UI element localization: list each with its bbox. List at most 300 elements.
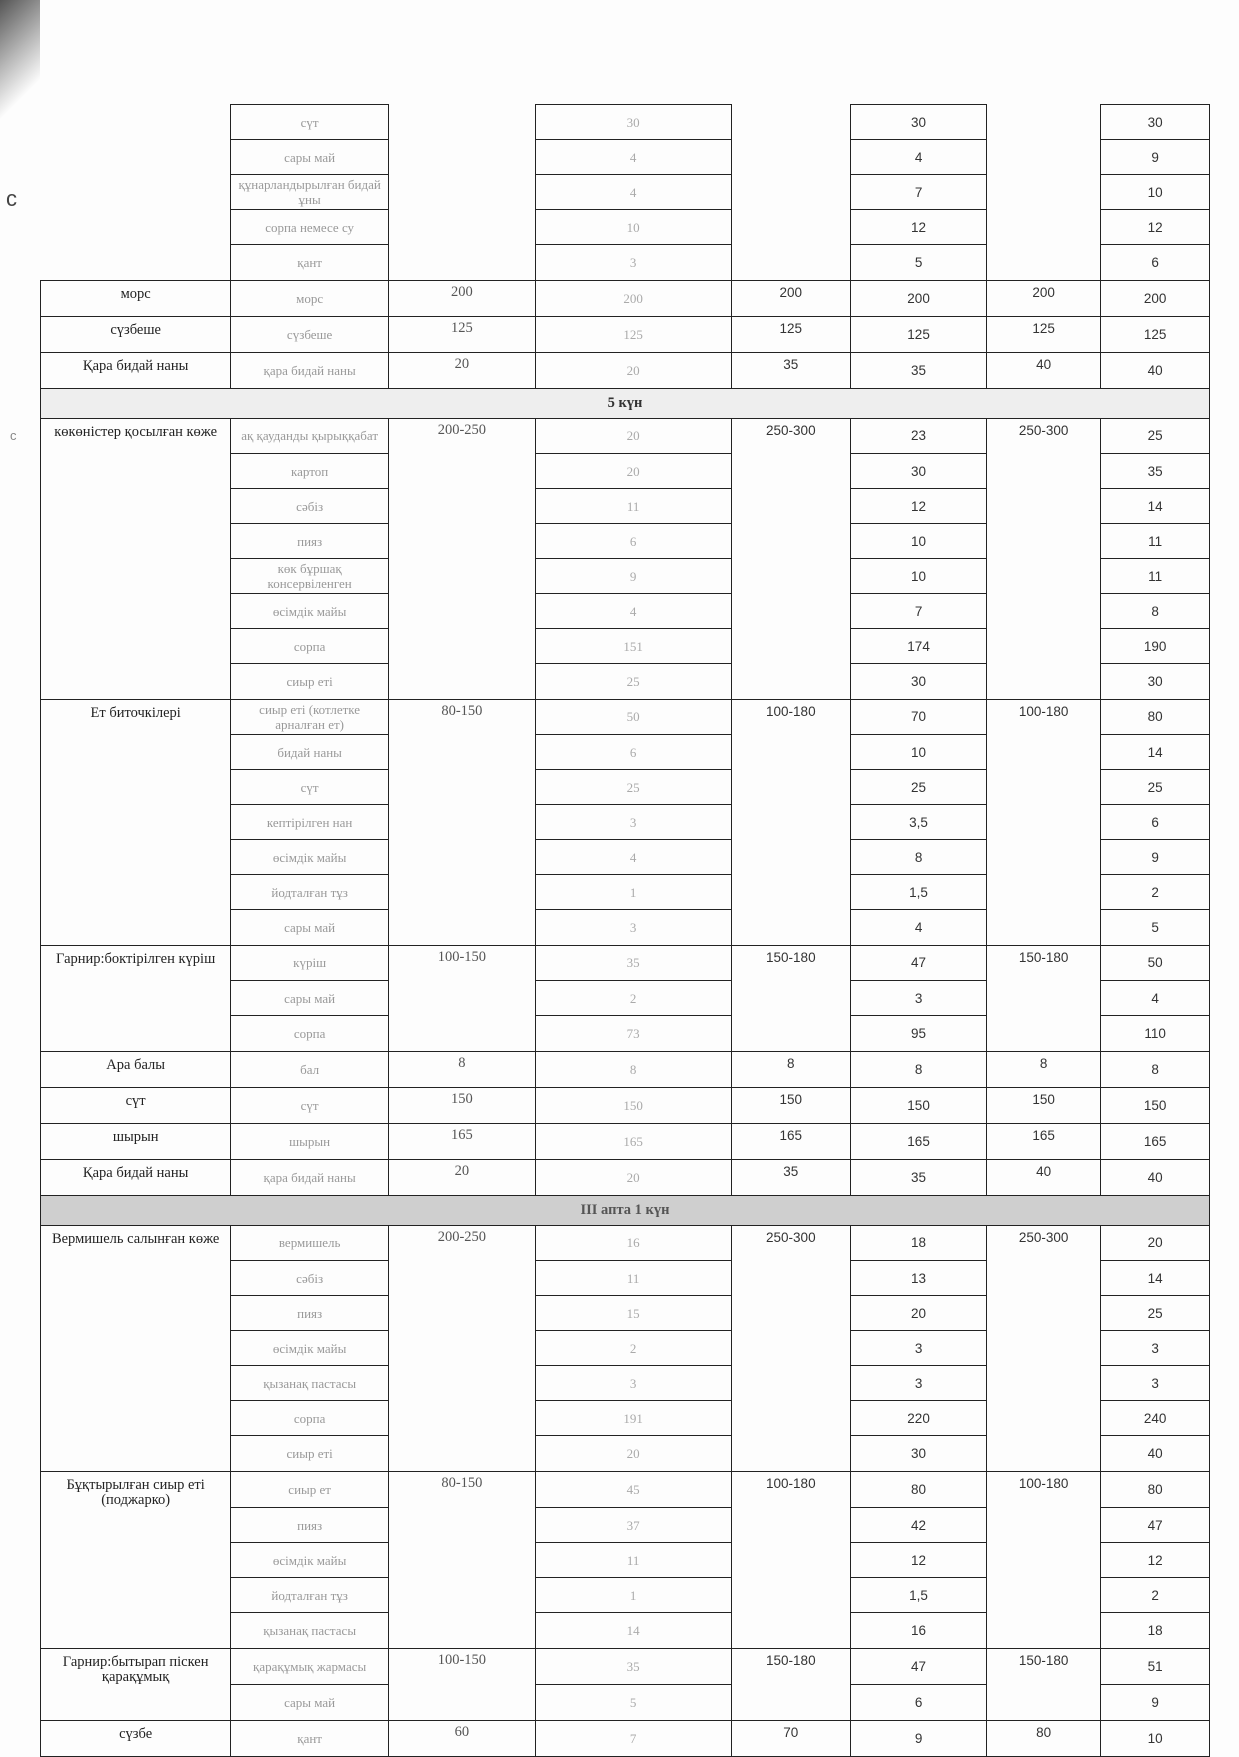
ingredient-row <box>41 981 1210 1016</box>
portion-3 <box>987 1366 1101 1401</box>
ingredient: құнарландырылған бидай ұны <box>231 175 389 210</box>
net-3: 240 <box>1101 1401 1210 1436</box>
dish-name <box>41 1296 231 1331</box>
net-3: 40 <box>1101 1159 1210 1195</box>
portion-2: 35 <box>731 1159 851 1195</box>
dish-name <box>41 489 231 524</box>
portion-1 <box>388 1508 535 1543</box>
portion-2 <box>731 910 851 946</box>
dish-name <box>41 1613 231 1649</box>
net-3: 40 <box>1101 352 1210 388</box>
dish-name: Қара бидай наны <box>41 352 231 388</box>
ingredient-row <box>41 1720 1210 1756</box>
net-3: 30 <box>1101 105 1210 140</box>
net-2: 13 <box>851 1261 987 1296</box>
dish-name <box>41 875 231 910</box>
portion-1 <box>388 489 535 524</box>
portion-1: 20 <box>388 1159 535 1195</box>
portion-2 <box>731 1685 851 1721</box>
ingredient-row <box>41 352 1210 388</box>
portion-2 <box>731 840 851 875</box>
net-1: 1 <box>535 1578 731 1613</box>
net-2: 200 <box>851 280 987 316</box>
net-3: 4 <box>1101 981 1210 1016</box>
portion-2 <box>731 1508 851 1543</box>
dish-name <box>41 735 231 770</box>
ingredient: сары май <box>231 1685 389 1721</box>
portion-1 <box>388 245 535 281</box>
net-1: 8 <box>535 1051 731 1087</box>
net-1: 16 <box>535 1225 731 1261</box>
dish-name: Гарнир:боктірілген күріш <box>41 945 231 981</box>
net-1: 37 <box>535 1508 731 1543</box>
portion-1 <box>388 454 535 489</box>
net-2: 6 <box>851 1685 987 1721</box>
net-3: 25 <box>1101 418 1210 454</box>
ingredient: сорпа <box>231 629 389 664</box>
menu-table <box>40 104 1210 1757</box>
net-2: 18 <box>851 1225 987 1261</box>
dish-name <box>41 140 231 175</box>
portion-2 <box>731 1331 851 1366</box>
portion-3: 8 <box>987 1051 1101 1087</box>
portion-2 <box>731 875 851 910</box>
net-3: 110 <box>1101 1016 1210 1052</box>
ingredient: қант <box>231 1720 389 1756</box>
net-3: 25 <box>1101 770 1210 805</box>
ingredient: ақ қауданды қырыққабат <box>231 418 389 454</box>
dish-name <box>41 840 231 875</box>
net-2: 47 <box>851 945 987 981</box>
portion-2 <box>731 210 851 245</box>
net-3: 3 <box>1101 1366 1210 1401</box>
portion-1: 80-150 <box>388 699 535 735</box>
portion-3: 100-180 <box>987 699 1101 735</box>
net-1: 35 <box>535 945 731 981</box>
net-1: 6 <box>535 524 731 559</box>
ingredient: пияз <box>231 1508 389 1543</box>
ingredient-row <box>41 280 1210 316</box>
dish-name <box>41 629 231 664</box>
portion-1 <box>388 1543 535 1578</box>
ingredient-row <box>41 524 1210 559</box>
net-3: 2 <box>1101 875 1210 910</box>
day-section-title: III апта 1 күн <box>41 1195 1210 1225</box>
portion-1 <box>388 1613 535 1649</box>
net-1: 15 <box>535 1296 731 1331</box>
net-2: 12 <box>851 489 987 524</box>
dish-name <box>41 1436 231 1472</box>
portion-2: 35 <box>731 352 851 388</box>
portion-1: 200-250 <box>388 418 535 454</box>
ingredient: сиыр ет <box>231 1471 389 1508</box>
net-1: 2 <box>535 1331 731 1366</box>
ingredient: сиыр еті <box>231 664 389 700</box>
ingredient-row <box>41 418 1210 454</box>
dish-name <box>41 1578 231 1613</box>
net-1: 10 <box>535 210 731 245</box>
dish-name: Бұқтырылған сиыр еті (поджарко) <box>41 1471 231 1508</box>
net-2: 10 <box>851 735 987 770</box>
net-1: 20 <box>535 352 731 388</box>
ingredient: қарақұмық жармасы <box>231 1648 389 1685</box>
portion-2 <box>731 489 851 524</box>
net-1: 50 <box>535 699 731 735</box>
ingredient-row <box>41 1051 1210 1087</box>
ingredient: өсімдік майы <box>231 840 389 875</box>
portion-2 <box>731 629 851 664</box>
net-3: 14 <box>1101 489 1210 524</box>
scan-edge-mark: с <box>6 186 17 211</box>
portion-3: 80 <box>987 1720 1101 1756</box>
portion-2: 125 <box>731 316 851 352</box>
portion-1 <box>388 1401 535 1436</box>
dish-name <box>41 175 231 210</box>
portion-2 <box>731 1016 851 1052</box>
portion-3 <box>987 1578 1101 1613</box>
portion-2 <box>731 105 851 140</box>
net-2: 10 <box>851 524 987 559</box>
portion-2 <box>731 559 851 594</box>
ingredient-row <box>41 316 1210 352</box>
ingredient-row <box>41 1331 1210 1366</box>
ingredient: қызанақ пастасы <box>231 1613 389 1649</box>
ingredient-row <box>41 770 1210 805</box>
net-3: 2 <box>1101 1578 1210 1613</box>
portion-2 <box>731 664 851 700</box>
net-1: 3 <box>535 245 731 281</box>
dish-name <box>41 210 231 245</box>
ingredient: пияз <box>231 1296 389 1331</box>
net-3: 9 <box>1101 1685 1210 1721</box>
ingredient-row <box>41 840 1210 875</box>
portion-3 <box>987 454 1101 489</box>
portion-1 <box>388 735 535 770</box>
ingredient-row <box>41 1508 1210 1543</box>
net-3: 25 <box>1101 1296 1210 1331</box>
portion-3: 125 <box>987 316 1101 352</box>
ingredient: қант <box>231 245 389 281</box>
portion-2: 150 <box>731 1087 851 1123</box>
ingredient-row <box>41 945 1210 981</box>
ingredient-row <box>41 664 1210 700</box>
net-1: 9 <box>535 559 731 594</box>
dish-name <box>41 1261 231 1296</box>
dish-name: Ет биточкілері <box>41 699 231 735</box>
ingredient: вермишель <box>231 1225 389 1261</box>
portion-2: 8 <box>731 1051 851 1087</box>
day-section-row <box>41 388 1210 418</box>
net-3: 8 <box>1101 1051 1210 1087</box>
net-1: 25 <box>535 664 731 700</box>
portion-1 <box>388 559 535 594</box>
day-section-title: 5 күн <box>41 388 1210 418</box>
net-1: 1 <box>535 875 731 910</box>
ingredient-row <box>41 454 1210 489</box>
portion-1: 100-150 <box>388 945 535 981</box>
portion-2 <box>731 524 851 559</box>
net-2: 7 <box>851 175 987 210</box>
net-1: 151 <box>535 629 731 664</box>
dish-name <box>41 1016 231 1052</box>
net-3: 14 <box>1101 1261 1210 1296</box>
net-1: 2 <box>535 981 731 1016</box>
portion-3 <box>987 981 1101 1016</box>
net-1: 35 <box>535 1648 731 1685</box>
ingredient-row <box>41 489 1210 524</box>
net-2: 16 <box>851 1613 987 1649</box>
net-2: 3 <box>851 1366 987 1401</box>
portion-3 <box>987 140 1101 175</box>
portion-2: 100-180 <box>731 699 851 735</box>
net-2: 8 <box>851 840 987 875</box>
ingredient-row <box>41 594 1210 629</box>
net-2: 5 <box>851 245 987 281</box>
portion-1 <box>388 594 535 629</box>
dish-name <box>41 1543 231 1578</box>
ingredient: шырын <box>231 1123 389 1159</box>
ingredient-row <box>41 1471 1210 1508</box>
dish-name <box>41 559 231 594</box>
ingredient: сорпа <box>231 1016 389 1052</box>
ingredient: кептірілген нан <box>231 805 389 840</box>
ingredient: сүт <box>231 105 389 140</box>
net-3: 6 <box>1101 805 1210 840</box>
portion-1 <box>388 1366 535 1401</box>
ingredient: сәбіз <box>231 489 389 524</box>
portion-3 <box>987 524 1101 559</box>
ingredient: өсімдік майы <box>231 1543 389 1578</box>
ingredient-row <box>41 875 1210 910</box>
portion-3 <box>987 629 1101 664</box>
ingredient: бидай наны <box>231 735 389 770</box>
net-2: 35 <box>851 1159 987 1195</box>
portion-2 <box>731 1543 851 1578</box>
net-1: 11 <box>535 489 731 524</box>
ingredient-row <box>41 735 1210 770</box>
ingredient: сиыр еті (котлетке арналған ет) <box>231 699 389 735</box>
net-1: 20 <box>535 454 731 489</box>
portion-3 <box>987 805 1101 840</box>
day-section-row <box>41 1195 1210 1225</box>
portion-3: 150-180 <box>987 1648 1101 1685</box>
portion-2: 250-300 <box>731 1225 851 1261</box>
net-3: 6 <box>1101 245 1210 281</box>
portion-1 <box>388 210 535 245</box>
net-3: 9 <box>1101 840 1210 875</box>
portion-1 <box>388 1436 535 1472</box>
portion-3: 150 <box>987 1087 1101 1123</box>
dish-name <box>41 910 231 946</box>
net-3: 47 <box>1101 1508 1210 1543</box>
portion-3: 250-300 <box>987 418 1101 454</box>
net-3: 11 <box>1101 559 1210 594</box>
portion-1 <box>388 1578 535 1613</box>
net-2: 174 <box>851 629 987 664</box>
net-2: 80 <box>851 1471 987 1508</box>
portion-1: 8 <box>388 1051 535 1087</box>
net-1: 20 <box>535 1436 731 1472</box>
dish-name <box>41 981 231 1016</box>
portion-2: 250-300 <box>731 418 851 454</box>
portion-1: 200 <box>388 280 535 316</box>
net-3: 9 <box>1101 140 1210 175</box>
ingredient: сорпа немесе су <box>231 210 389 245</box>
net-3: 14 <box>1101 735 1210 770</box>
portion-3 <box>987 489 1101 524</box>
ingredient: өсімдік майы <box>231 594 389 629</box>
portion-2: 150-180 <box>731 1648 851 1685</box>
portion-3 <box>987 735 1101 770</box>
dish-name: морс <box>41 280 231 316</box>
ingredient: сары май <box>231 981 389 1016</box>
net-3: 80 <box>1101 1471 1210 1508</box>
portion-3 <box>987 1685 1101 1721</box>
net-2: 12 <box>851 210 987 245</box>
dish-name <box>41 524 231 559</box>
ingredient-row <box>41 559 1210 594</box>
net-2: 7 <box>851 594 987 629</box>
net-2: 30 <box>851 664 987 700</box>
portion-1 <box>388 105 535 140</box>
portion-3 <box>987 210 1101 245</box>
portion-2: 150-180 <box>731 945 851 981</box>
net-2: 30 <box>851 454 987 489</box>
scan-shadow <box>0 0 40 120</box>
net-2: 125 <box>851 316 987 352</box>
net-1: 5 <box>535 1685 731 1721</box>
dish-name: сүзбеше <box>41 316 231 352</box>
portion-3 <box>987 175 1101 210</box>
net-1: 14 <box>535 1613 731 1649</box>
net-1: 4 <box>535 594 731 629</box>
ingredient-row <box>41 245 1210 281</box>
portion-3 <box>987 770 1101 805</box>
dish-name <box>41 1331 231 1366</box>
portion-2: 200 <box>731 280 851 316</box>
net-1: 165 <box>535 1123 731 1159</box>
portion-3 <box>987 105 1101 140</box>
ingredient-row <box>41 140 1210 175</box>
dish-name: сүт <box>41 1087 231 1123</box>
net-3: 12 <box>1101 210 1210 245</box>
ingredient: пияз <box>231 524 389 559</box>
portion-2 <box>731 770 851 805</box>
portion-1 <box>388 1331 535 1366</box>
net-2: 20 <box>851 1296 987 1331</box>
portion-3: 100-180 <box>987 1471 1101 1508</box>
portion-3 <box>987 559 1101 594</box>
portion-2: 165 <box>731 1123 851 1159</box>
ingredient: сәбіз <box>231 1261 389 1296</box>
net-1: 191 <box>535 1401 731 1436</box>
ingredient-row <box>41 910 1210 946</box>
portion-1: 165 <box>388 1123 535 1159</box>
portion-1 <box>388 524 535 559</box>
dish-name <box>41 805 231 840</box>
net-3: 10 <box>1101 175 1210 210</box>
portion-2 <box>731 1366 851 1401</box>
dish-name: Ара балы <box>41 1051 231 1087</box>
net-1: 25 <box>535 770 731 805</box>
ingredient-row <box>41 1648 1210 1685</box>
net-2: 9 <box>851 1720 987 1756</box>
portion-2 <box>731 735 851 770</box>
ingredient-row <box>41 1016 1210 1052</box>
net-1: 20 <box>535 1159 731 1195</box>
portion-2 <box>731 981 851 1016</box>
ingredient: сары май <box>231 910 389 946</box>
ingredient: өсімдік майы <box>231 1331 389 1366</box>
dish-name: Қара бидай наны <box>41 1159 231 1195</box>
ingredient-row <box>41 1613 1210 1649</box>
portion-2 <box>731 1578 851 1613</box>
ingredient: қызанақ пастасы <box>231 1366 389 1401</box>
net-3: 40 <box>1101 1436 1210 1472</box>
portion-1 <box>388 664 535 700</box>
net-1: 45 <box>535 1471 731 1508</box>
net-2: 25 <box>851 770 987 805</box>
ingredient: күріш <box>231 945 389 981</box>
ingredient-row <box>41 699 1210 735</box>
net-1: 73 <box>535 1016 731 1052</box>
ingredient-row <box>41 1543 1210 1578</box>
portion-3 <box>987 594 1101 629</box>
net-2: 4 <box>851 140 987 175</box>
net-3: 30 <box>1101 664 1210 700</box>
dish-name: Гарнир:бытырап піскен қарақұмық <box>41 1648 231 1685</box>
net-2: 4 <box>851 910 987 946</box>
portion-2 <box>731 1261 851 1296</box>
portion-3 <box>987 875 1101 910</box>
net-1: 200 <box>535 280 731 316</box>
dish-name: сүзбе <box>41 1720 231 1756</box>
net-3: 35 <box>1101 454 1210 489</box>
portion-3: 250-300 <box>987 1225 1101 1261</box>
ingredient: морс <box>231 280 389 316</box>
ingredient-row <box>41 629 1210 664</box>
portion-2 <box>731 1296 851 1331</box>
portion-1 <box>388 770 535 805</box>
ingredient-row <box>41 1296 1210 1331</box>
portion-1: 200-250 <box>388 1225 535 1261</box>
portion-1: 100-150 <box>388 1648 535 1685</box>
ingredient: сары май <box>231 140 389 175</box>
ingredient-row <box>41 1685 1210 1721</box>
net-3: 150 <box>1101 1087 1210 1123</box>
portion-3: 40 <box>987 1159 1101 1195</box>
net-1: 11 <box>535 1543 731 1578</box>
ingredient-row <box>41 1436 1210 1472</box>
ingredient: көк бұршақ консервіленген <box>231 559 389 594</box>
ingredient: бал <box>231 1051 389 1087</box>
net-3: 10 <box>1101 1720 1210 1756</box>
dish-name <box>41 1508 231 1543</box>
net-3: 11 <box>1101 524 1210 559</box>
net-1: 30 <box>535 105 731 140</box>
portion-1 <box>388 175 535 210</box>
net-3: 51 <box>1101 1648 1210 1685</box>
ingredient: сүт <box>231 1087 389 1123</box>
portion-1 <box>388 1261 535 1296</box>
portion-1 <box>388 1685 535 1721</box>
ingredient: сүзбеше <box>231 316 389 352</box>
net-3: 200 <box>1101 280 1210 316</box>
dish-name <box>41 454 231 489</box>
net-1: 4 <box>535 140 731 175</box>
net-1: 150 <box>535 1087 731 1123</box>
net-2: 23 <box>851 418 987 454</box>
